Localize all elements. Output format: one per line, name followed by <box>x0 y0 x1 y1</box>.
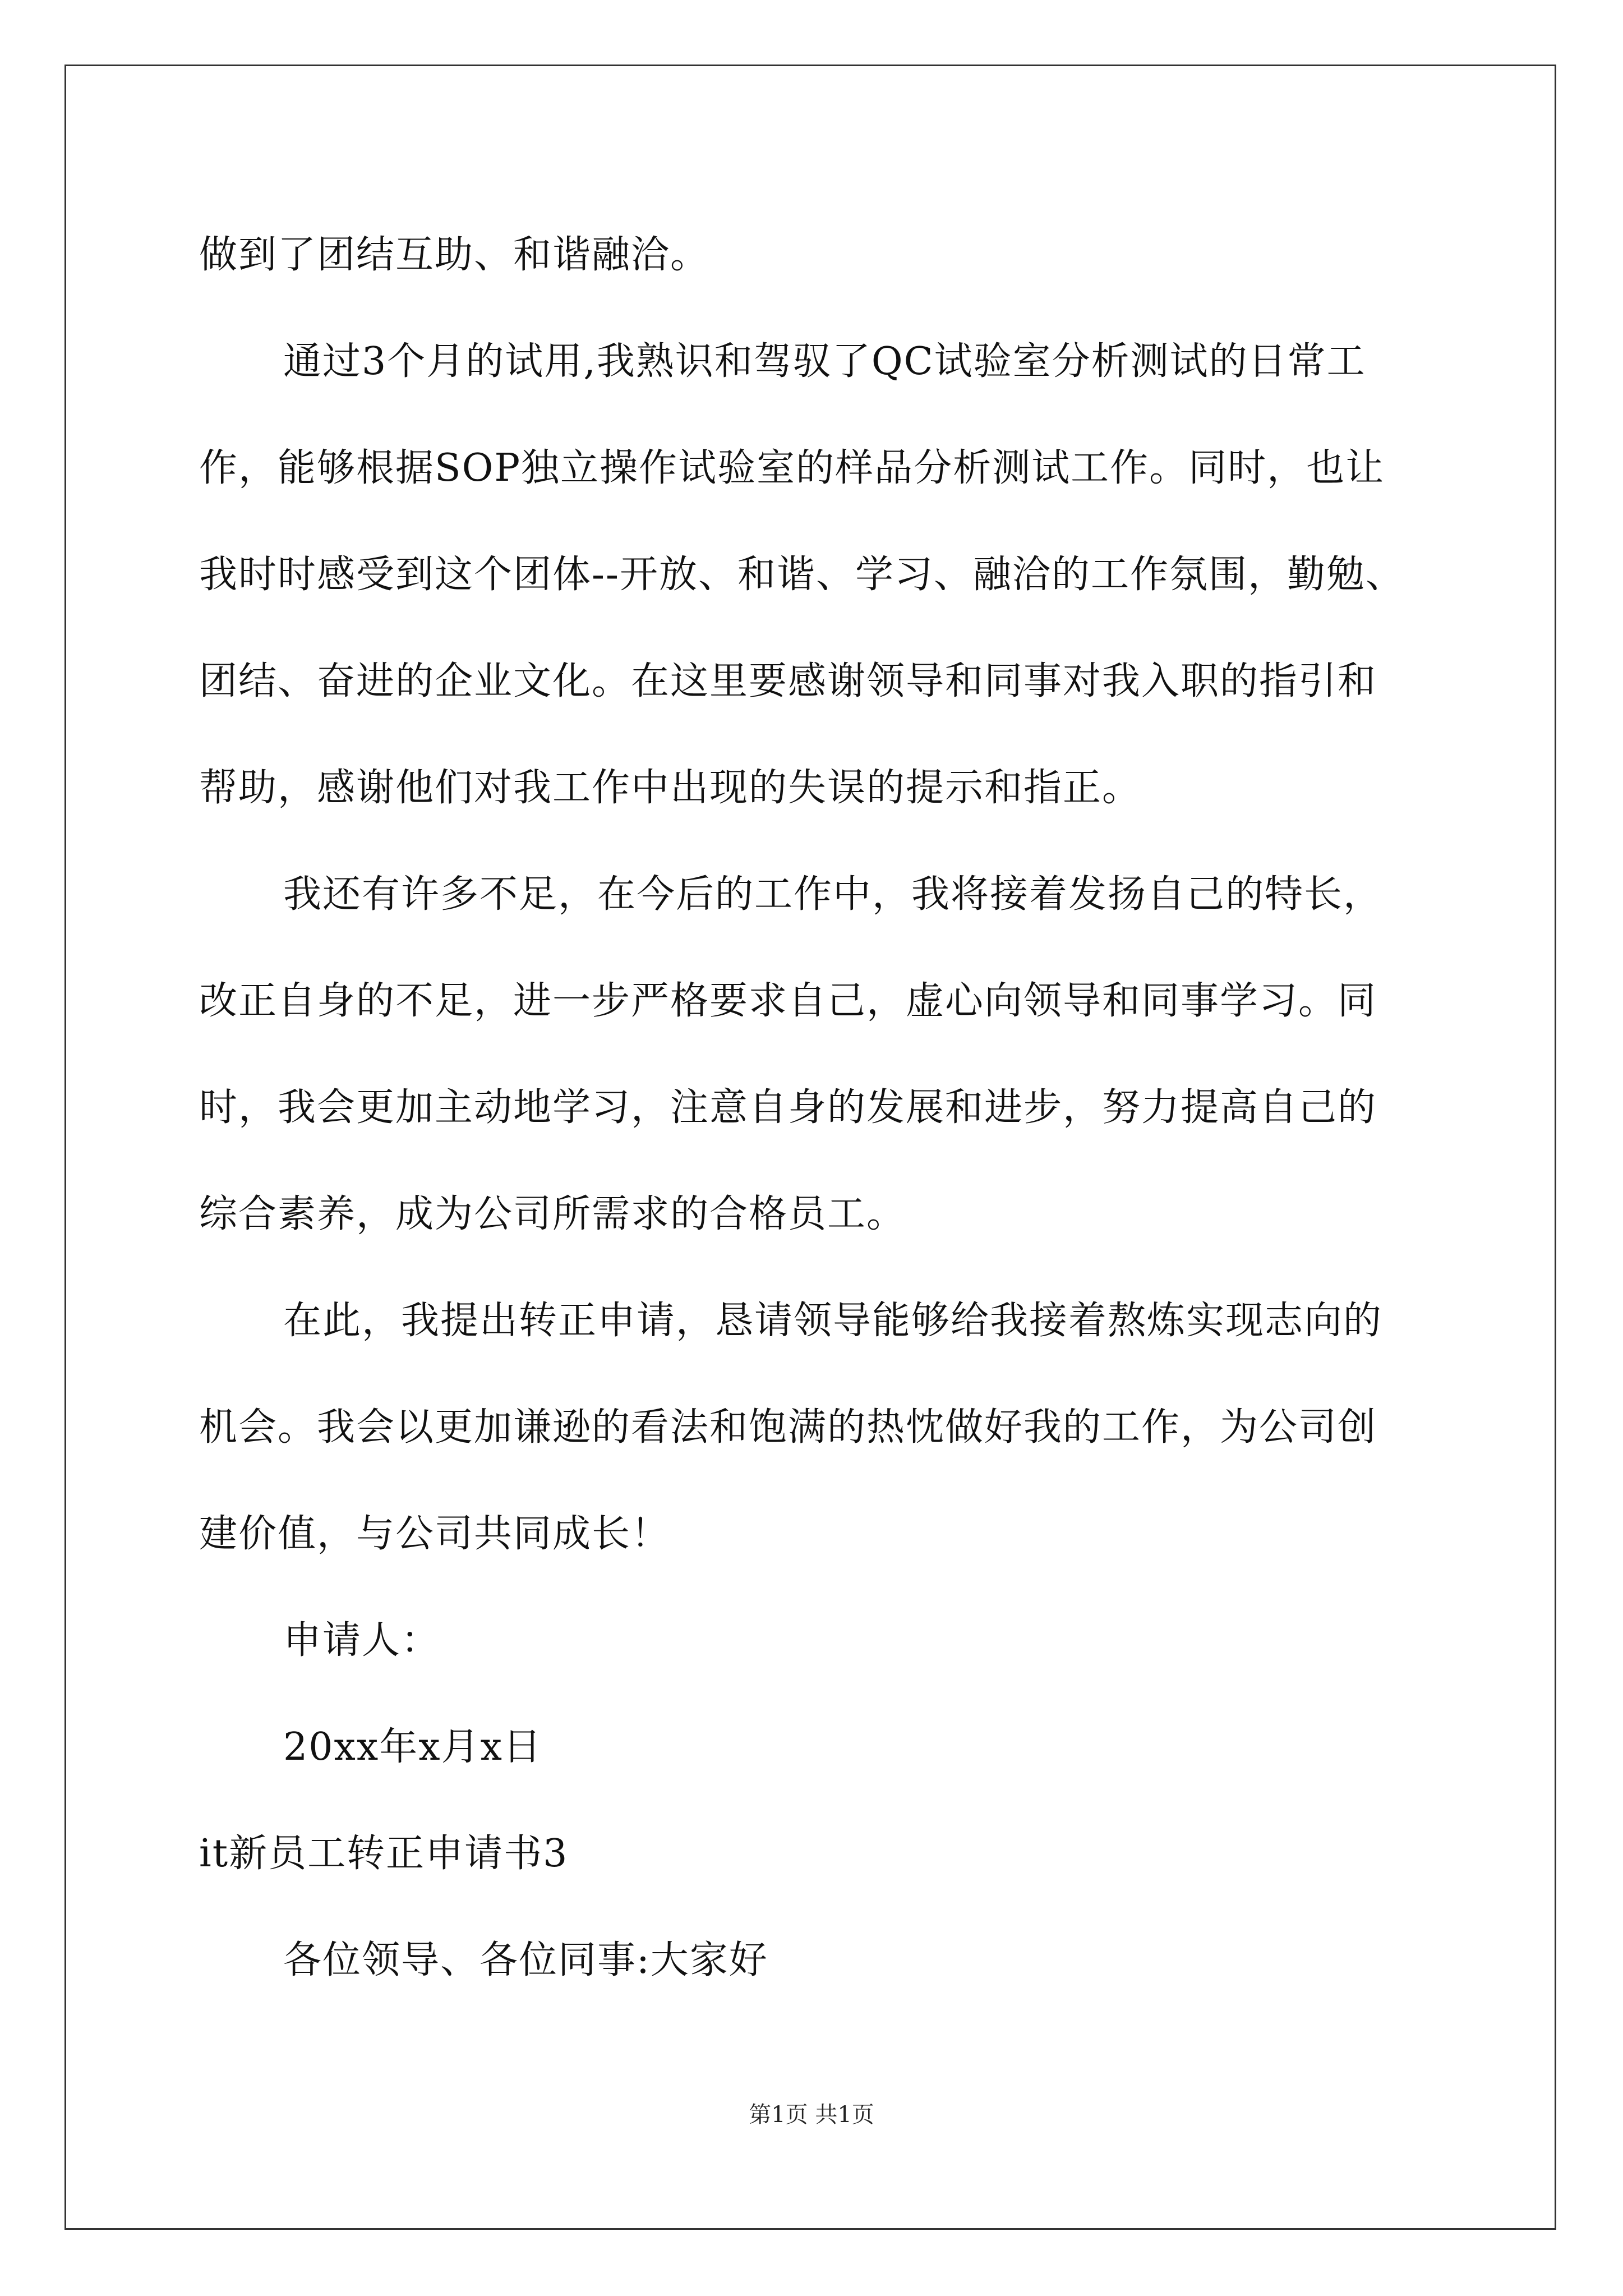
greeting-line: 各位领导、各位同事:大家好 <box>283 1938 768 1982</box>
date-line: 20xx年x月x日 <box>283 1725 542 1769</box>
text-line: 综合素养，成为公司所需求的合格员工。 <box>199 1192 906 1236</box>
text-line: 时，我会更加主动地学习，注意自身的发展和进步，努力提高自己的 <box>199 1085 1377 1130</box>
paragraph-start-line: 在此，我提出转正申请，恳请领导能够给我接着熬炼实现志向的 <box>283 1299 1383 1343</box>
page-footer: 第1页 共1页 <box>749 2102 874 2128</box>
section-heading: it新员工转正申请书3 <box>199 1832 569 1876</box>
text-line: 改正自身的不足，进一步严格要求自己，虚心向领导和同事学习。同 <box>199 979 1377 1023</box>
text-line: 做到了团结互助、和谐融洽。 <box>199 233 710 277</box>
text-line: 机会。我会以更加谦逊的看法和饱满的热忱做好我的工作，为公司创 <box>199 1405 1377 1450</box>
applicant-label: 申请人： <box>283 1618 441 1663</box>
text-line: 作，能够根据SOP独立操作试验室的样品分析测试工作。同时，也让 <box>199 446 1385 490</box>
paragraph-start-line: 我还有许多不足，在今后的工作中，我将接着发扬自己的特长， <box>283 872 1383 917</box>
text-line: 帮助，感谢他们对我工作中出现的失误的提示和指正。 <box>199 766 1142 810</box>
text-line: 团结、奋进的企业文化。在这里要感谢领导和同事对我入职的指引和 <box>199 659 1377 703</box>
text-line: 我时时感受到这个团体--开放、和谐、学习、融洽的工作氛围，勤勉、 <box>199 553 1405 597</box>
document-body <box>199 202 1433 2014</box>
paragraph-start-line: 通过3个月的试用,我熟识和驾驭了QC试验室分析测试的日常工 <box>283 339 1366 384</box>
text-line: 建价值，与公司共同成长！ <box>199 1512 671 1556</box>
